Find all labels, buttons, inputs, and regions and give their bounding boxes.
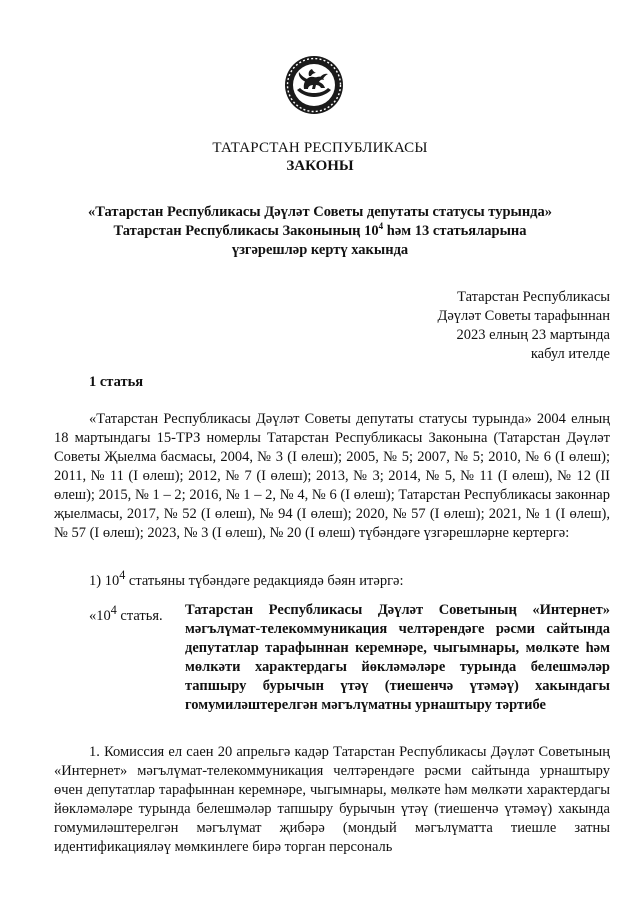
heading-line-2: Татарстан Республикасы Законының $10^4$ һәм 13 статьяларына — [113, 221, 527, 239]
article-1-item-1: 1) $10^4$ статьяны түбәндәге редакциядә бәян итәргә: — [89, 568, 404, 589]
article-10-4 — [89, 601, 610, 715]
article-1-paragraph: «Татарстан Республикасы Дәүләт Советы депутаты статусы турында» 2004 елның 18 мартындагы 15-ТРЗ номерлы Татарстан Республикасы Законына (Татарстан Дәүләт Советы Җыелма басмасы, 2004, № 3 (I өлеш); 2005, № 5; 2007, № 5; 2010, № 6 (I өлеш); 2011, № 11 (I өлеш); 2012, № 7 (I өлеш); 2013, № 3; 2014, № 5, № 11 (I өлеш), № 12 (II өлеш); 2015, № 1 – 2; 2016, № 1 – 2, № 4, № 6 (I өлеш); Татарстан Республикасы законнар җыелмасы, 2017, № 52 (I өлеш), № 94 (I өлеш); 2020, № 57 (I өлеш); 2021, № 1 (I өлеш), № 57 (I өлеш); 2023, № 3 (I өлеш), № 20 (I өлеш) түбәндәге үзгәрешләрне кертергә: — [54, 411, 610, 541]
adoption-line-2: Дәүләт Советы тарафыннан — [437, 308, 610, 324]
heading-line-1: «Татарстан Республикасы Дәүләт Советы депутаты статусы турында» — [87, 204, 553, 220]
tatarstan-coat-of-arms-icon — [284, 55, 344, 115]
adoption-line-3: 2023 елның 23 мартында — [456, 327, 610, 343]
article-10-4-label: «$10^4$ статья. — [89, 603, 163, 624]
article-10-4-title: Татарстан Республикасы Дәүләт Советының «Интернет» мәгълүмат-телекоммуникация челтәрендәге рәсми сайтында депутатлар тарафыннан керемнәре, чыгымнары, мөлкәте һәм мөлкәти характердагы йөкләмәләре турында белешмәләр тапшыру бурычын үтәү (тиешенчә үтәмәү) хакындагы гомумиләштерелгән мәгълүматны урнаштыру тәртибе — [185, 602, 610, 713]
article-10-4-paragraph-1: 1. Комиссия ел саен 20 апрельгә кадәр Татарстан Республикасы Дәүләт Советының «Интернет» мәгълүмат-телекоммуникация челтәрендәге рәсми сайтында урнаштыру өчен депутатлар тарафыннан керемнәре, чыгымнары, мөлкәте һәм мөлкәти характердагы йөкләмәләре турында белешмәләр тапшыру бурычын үтәү (тиешенчә үтәмәү) хакында гомумиләштерелгән мәгълүмат җибәрә (мондый мәгълүматта тиешле затны идентификацияләү мөмкинлеге бирә торган персональ — [54, 744, 610, 855]
adoption-block — [437, 288, 610, 364]
adoption-line-1: Татарстан Республикасы — [457, 289, 610, 305]
adoption-line-4: кабул ителде — [530, 346, 610, 362]
article-1-label: 1 статья — [89, 374, 144, 390]
law-heading — [0, 203, 640, 260]
republic-title: ТАТАРСТАН РЕСПУБЛИКАСЫ — [212, 140, 428, 156]
heading-line-3: үзгәрешләр кертү хакында — [231, 242, 409, 258]
law-title: ЗАКОНЫ — [286, 158, 354, 174]
